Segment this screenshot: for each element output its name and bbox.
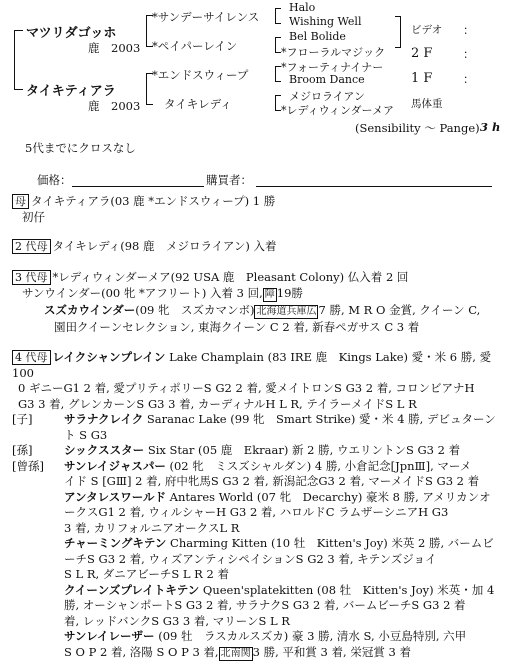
gen3-ancestor: Broom Dance (289, 73, 365, 86)
relation-tag: [曾孫] (12, 458, 44, 473)
horse-record: Charming Kitten (10 牡 Kitten's Joy) 米英 2 勝, バームビ (170, 536, 494, 550)
descendant-entry (12, 490, 502, 537)
cross-note: (Sensibility ～ Pange) (355, 121, 480, 135)
horse-record-cont: S O P 2 着, 洛陽 S O P 3 着, (64, 644, 219, 659)
dam-line: タイキティアラ(03 鹿 *エンドスウィープ) 1 勝 (31, 194, 276, 208)
horse-record: Saranac Lake (99 牝 Smart Strike) 愛・米 4 勝, デビュターン (146, 412, 496, 426)
horse-name: シックススター (64, 443, 145, 457)
price-line (72, 172, 204, 187)
1f-label: 1 F (411, 71, 433, 86)
horse-name: アンタレスワールド (64, 489, 167, 504)
gen3-ancestor: *フローラルマジック (281, 46, 386, 59)
dam-section (12, 193, 502, 225)
descendant-entry (12, 583, 502, 630)
section-tag: 4 代母 (12, 350, 51, 365)
descendant-entry (12, 536, 502, 583)
relation-tag (12, 490, 64, 537)
weight-label: 馬体重 (411, 98, 443, 110)
region-mark: 北南関 (220, 647, 251, 659)
side-bracket (395, 16, 401, 48)
horse-record-cont: ーチS G3 2 着, ウィズアンティシペイションS G2 3 着, キテンズジョイ (64, 551, 437, 566)
horse-record-cont: 園田クイーンセレクション, 東海クイーン C 2 着, 新春ペガサス C 3 着 (54, 320, 420, 334)
horse-record-cont: 勝, オーシャンポートS G3 2 着, サラナクS G3 2 着, バームビーチS G3 2 着 (64, 598, 466, 612)
horse-detail: (09 牝 スズカマンボ) (135, 303, 255, 317)
horse-record: Six Star (05 鹿 Ekraar) 新 2 勝, ウエリントンS G3 2 着 (147, 443, 461, 457)
video-label: ビデオ (411, 24, 443, 36)
horse-record: Lake Champlain (83 IRE 鹿 Kings Lake) 愛・米 6 勝, 愛100 (12, 350, 492, 380)
2f-value: ： (463, 47, 475, 61)
horse-record-cont: ト S G3 (64, 427, 108, 442)
horse-record-cont: イド S [GⅢ] 2 着, 府中牝馬S G3 2 着, 新潟記念G3 2 着, マーメイドS G3 2 着 (64, 474, 480, 488)
video-value: ： (463, 23, 475, 37)
gen3-ancestor: メジロライアン (289, 90, 365, 103)
horse-record: (02 牝 ミスズシャルダン) 4 勝, 小倉記念[JpnⅢ], マーメ (169, 458, 472, 473)
horse-record: 7 勝, M R O 金賞, クイーン C, (318, 303, 481, 317)
no-cross-note: 5代までにクロスなし (25, 141, 136, 155)
dam-note: 初仔 (22, 210, 45, 224)
descendant-entry (12, 443, 502, 459)
region-mark: 障 (264, 289, 275, 300)
horse-name: チャーミングキテン (64, 536, 167, 550)
section-tag: 3 代母 (12, 270, 51, 285)
section-tag: 母 (12, 194, 29, 209)
sire-name: マツリダゴッホ (26, 26, 117, 41)
relation-tag: [子] (12, 412, 33, 426)
third-dam-section (12, 269, 502, 335)
region-mark: 北海道兵庫広 (256, 306, 317, 317)
relation-tag (12, 629, 64, 661)
1f-value: ： (463, 72, 475, 86)
descendant-entry (12, 412, 502, 443)
horse-record: Antares World (07 牝 Decarchy) 豪米 8 勝, アメリカンオ (169, 489, 491, 504)
horse-record-cont: 着, レッドバンクS G3 3 着, マリーンS L R (64, 613, 290, 628)
price-label: 価格： (37, 173, 72, 187)
dam-detail: 鹿 2003 (88, 99, 141, 113)
buyer-label: 購買者： (206, 173, 252, 187)
gen3-ancestor: Halo (289, 1, 316, 14)
horse-name: レイクシャンプレイン (52, 350, 166, 364)
relation-tag (12, 583, 64, 630)
second-dam-line: タイキレディ(98 鹿 メジロライアン) 入着 (52, 239, 277, 253)
relation-tag (12, 536, 64, 583)
dam-name: タイキティアラ (26, 84, 116, 99)
gen3-ancestor: *フォーティナイナー (281, 61, 384, 74)
sire-sire: *サンデーサイレンス (152, 10, 260, 24)
horse-record: (09 牡 ラスカルスズカ) 豪 3 勝, 清水 S, 小豆島特別, 六甲 (158, 629, 467, 643)
relation-tag: [孫] (12, 443, 33, 457)
produce-line-tail: 19勝 (276, 286, 303, 300)
sire-dam: *ペイパーレイン (152, 39, 238, 53)
horse-name: サラナクレイク (64, 412, 144, 426)
gen3-ancestor: Bel Bolide (289, 30, 346, 43)
horse-record-cont: S L R, ダニアビーチS L R 2 着 (64, 567, 229, 581)
sire-detail: 鹿 2003 (88, 41, 141, 55)
descendant-entry (12, 629, 502, 661)
2f-label: 2 F (411, 46, 433, 61)
horse-record-cont: G3 3 着, グレンカーンS G3 3 着, カーディナルH L R, テイラーメイドS L R (18, 396, 417, 411)
buyer-line (256, 172, 492, 187)
fourth-dam-section (12, 350, 502, 661)
produce-line: サンウインダー(00 牝 *アフリート) 入着 3 回, (22, 286, 263, 300)
horse-record-cont: 0 ギニーG1 2 着, 愛プリティポリーS G2 2 着, 愛メイトロンS G3 2 着, コロンビアナH (18, 381, 475, 395)
pedigree-bracket (14, 30, 23, 90)
gen3-ancestor: Wishing Well (289, 15, 362, 28)
horse-record-cont: ークスG1 2 着, ウィルシャーH G3 2 着, ハロルドC ラムザーシニアH G3 (64, 505, 449, 519)
gen3-ancestor: *レディウィンダーメア (281, 104, 394, 117)
horse-record-cont: 3 着, カリフォルニアオークスL R (64, 520, 240, 535)
horse-record: Queen'splatekitten (08 牡 Kitten's Joy) 米英・加 4 (202, 582, 495, 597)
horse-record-cont: 3 勝, 平和賞 3 着, 栄冠賞 3 着 (252, 644, 411, 659)
horse-name: スズカウインダー (44, 303, 136, 317)
horse-name: サンレイジャスパー (64, 458, 166, 473)
horse-name: サンレイレーザー (64, 629, 155, 643)
descendant-entry (12, 459, 502, 490)
section-tag: 2 代母 (12, 239, 51, 254)
dam-sire: *エンドスウィープ (152, 68, 249, 82)
third-dam-line: *レディウィンダーメア(92 USA 鹿 Pleasant Colony) 仏入着 2 回 (52, 270, 409, 284)
dam-dam: タイキレディ (164, 97, 232, 111)
second-dam-section (12, 238, 502, 254)
horse-name: クイーンズプレイトキテン (64, 582, 200, 597)
cross-generation: 3 h (480, 120, 501, 134)
pedigree-bracket (275, 8, 281, 24)
